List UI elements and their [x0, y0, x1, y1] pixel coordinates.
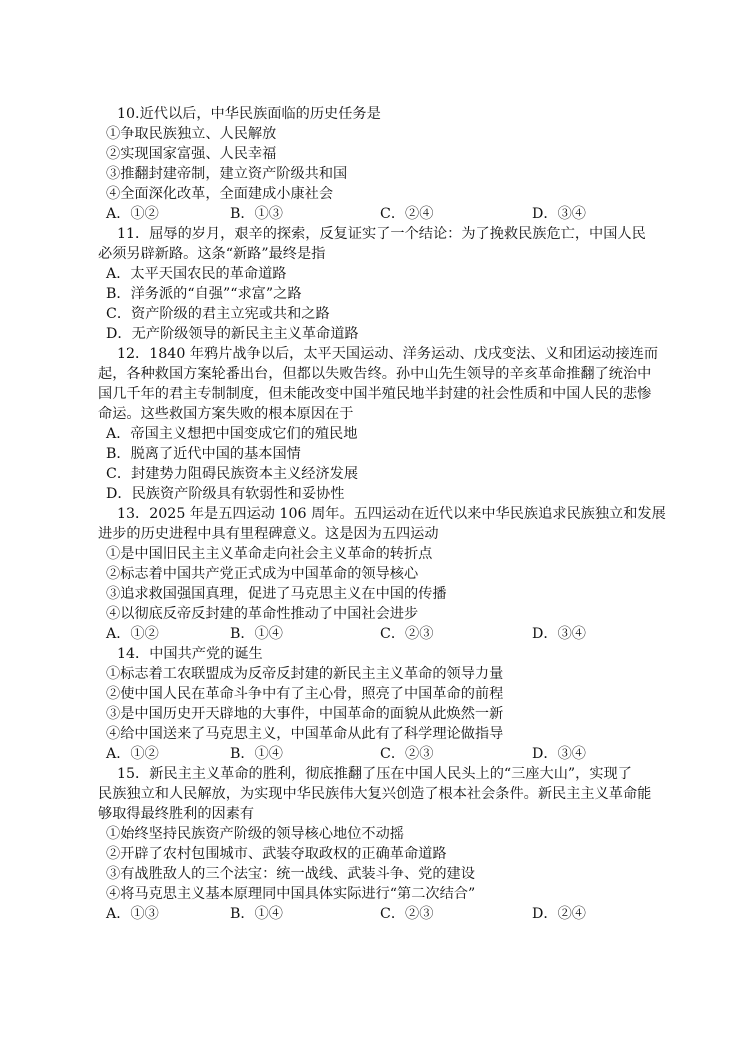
question-10-item-2: ②实现国家富强、人民幸福: [106, 146, 277, 162]
question-12-stem-line-3: 国几千年的君主专制制度，但未能改变中国半殖民地半封建的社会性质和中国人民的悲惨: [98, 386, 652, 402]
question-10-item-1: ①争取民族独立、人民解放: [106, 126, 277, 142]
question-13-stem-line-1: 13．2025 年是五四运动 106 周年。五四运动在近代以来中华民族追求民族独立和发展: [117, 506, 666, 522]
question-15-choices: [0, 904, 752, 924]
question-15-item-3: ③有战胜敌人的三个法宝：统一战线、武装斗争、党的建设: [106, 866, 475, 882]
question-12-stem-line-1: 12．1840 年鸦片战争以后，太平天国运动、洋务运动、戊戌变法、义和团运动接连而: [117, 346, 659, 362]
question-13-item-3: ③追求救国强国真理，促进了马克思主义在中国的传播: [106, 586, 447, 602]
question-10-choice-b: B．①③: [230, 206, 283, 222]
question-12-option-b: B．脱离了近代中国的基本国情: [106, 446, 301, 462]
question-13-choice-d: D．③④: [532, 626, 586, 642]
question-15-stem-line-3: 够取得最终胜利的因素有: [98, 806, 255, 822]
question-15-choice-a: A．①③: [106, 906, 159, 922]
question-14-choice-d: D．③④: [532, 746, 586, 762]
question-15-item-2: ②开辟了农村包围城市、武装夺取政权的正确革命道路: [106, 846, 447, 862]
question-14-choices: [0, 744, 752, 764]
question-10-choice-d: D．③④: [532, 206, 586, 222]
question-11-option-c: C．资产阶级的君主立宪或共和之路: [106, 306, 330, 322]
question-10-item-4: ④全面深化改革，全面建成小康社会: [106, 186, 334, 202]
question-10-stem: 10.近代以后，中华民族面临的历史任务是: [117, 106, 381, 122]
question-13-item-1: ①是中国旧民主主义革命走向社会主义革命的转折点: [106, 546, 433, 562]
question-13-choice-b: B．①④: [230, 626, 283, 642]
question-11-option-d: D．无产阶级领导的新民主主义革命道路: [106, 326, 359, 342]
question-11-stem-line-1: 11．屈辱的岁月，艰辛的探索，反复证实了一个结论：为了挽救民族危亡，中国人民: [117, 226, 646, 242]
question-13-item-2: ②标志着中国共产党正式成为中国革命的领导核心: [106, 566, 419, 582]
question-10-choice-a: A．①②: [106, 206, 159, 222]
question-14-item-4: ④给中国送来了马克思主义，中国革命从此有了科学理论做指导: [106, 726, 504, 742]
question-14-item-1: ①标志着工农联盟成为反帝反封建的新民主主义革命的领导力量: [106, 666, 504, 682]
question-12-option-c: C．封建势力阻碍民族资本主义经济发展: [106, 466, 359, 482]
question-15-choice-c: C．②③: [380, 906, 434, 922]
question-15-item-4: ④将马克思主义基本原理同中国具体实际进行“第二次结合”: [106, 886, 476, 902]
question-11-option-a: A．太平天国农民的革命道路: [106, 266, 287, 282]
question-15-item-1: ①始终坚持民族资产阶级的领导核心地位不动摇: [106, 826, 404, 842]
question-13-stem-line-2: 进步的历史进程中具有里程碑意义。这是因为五四运动: [98, 526, 439, 542]
question-15-choice-b: B．①④: [230, 906, 283, 922]
question-12-stem-line-2: 起，各种救国方案轮番出台，但都以失败告终。孙中山先生领导的辛亥革命推翻了统治中: [98, 366, 652, 382]
question-12-option-d: D．民族资产阶级具有软弱性和妥协性: [106, 486, 345, 502]
question-11-stem-line-2: 必须另辟新路。这条“新路”最终是指: [98, 246, 326, 262]
question-13-choice-a: A．①②: [106, 626, 159, 642]
question-14-choice-b: B．①④: [230, 746, 283, 762]
question-14-choice-a: A．①②: [106, 746, 159, 762]
question-14-choice-c: C．②③: [380, 746, 434, 762]
question-14-item-3: ③是中国历史开天辟地的大事件，中国革命的面貌从此焕然一新: [106, 706, 504, 722]
question-15-choice-d: D．②④: [532, 906, 586, 922]
question-13-item-4: ④以彻底反帝反封建的革命性推动了中国社会进步: [106, 606, 419, 622]
question-12-stem-line-4: 命运。这些救国方案失败的根本原因在于: [98, 406, 354, 422]
question-12-option-a: A．帝国主义想把中国变成它们的殖民地: [106, 426, 358, 442]
question-11-option-b: B．洋务派的“自强”“求富”之路: [106, 286, 302, 302]
question-14-item-2: ②使中国人民在革命斗争中有了主心骨，照亮了中国革命的前程: [106, 686, 504, 702]
question-15-stem-line-1: 15．新民主主义革命的胜利，彻底推翻了压在中国人民头上的“三座大山”，实现了: [117, 766, 632, 782]
question-10-choice-c: C．②④: [380, 206, 434, 222]
question-10-choices: [0, 204, 752, 224]
question-13-choices: [0, 624, 752, 644]
question-13-choice-c: C．②③: [380, 626, 434, 642]
question-14-stem: 14．中国共产党的诞生: [117, 646, 263, 662]
question-15-stem-line-2: 民族独立和人民解放，为实现中华民族伟大复兴创造了根本社会条件。新民主主义革命能: [98, 786, 652, 802]
question-10-item-3: ③推翻封建帝制，建立资产阶级共和国: [106, 166, 348, 182]
